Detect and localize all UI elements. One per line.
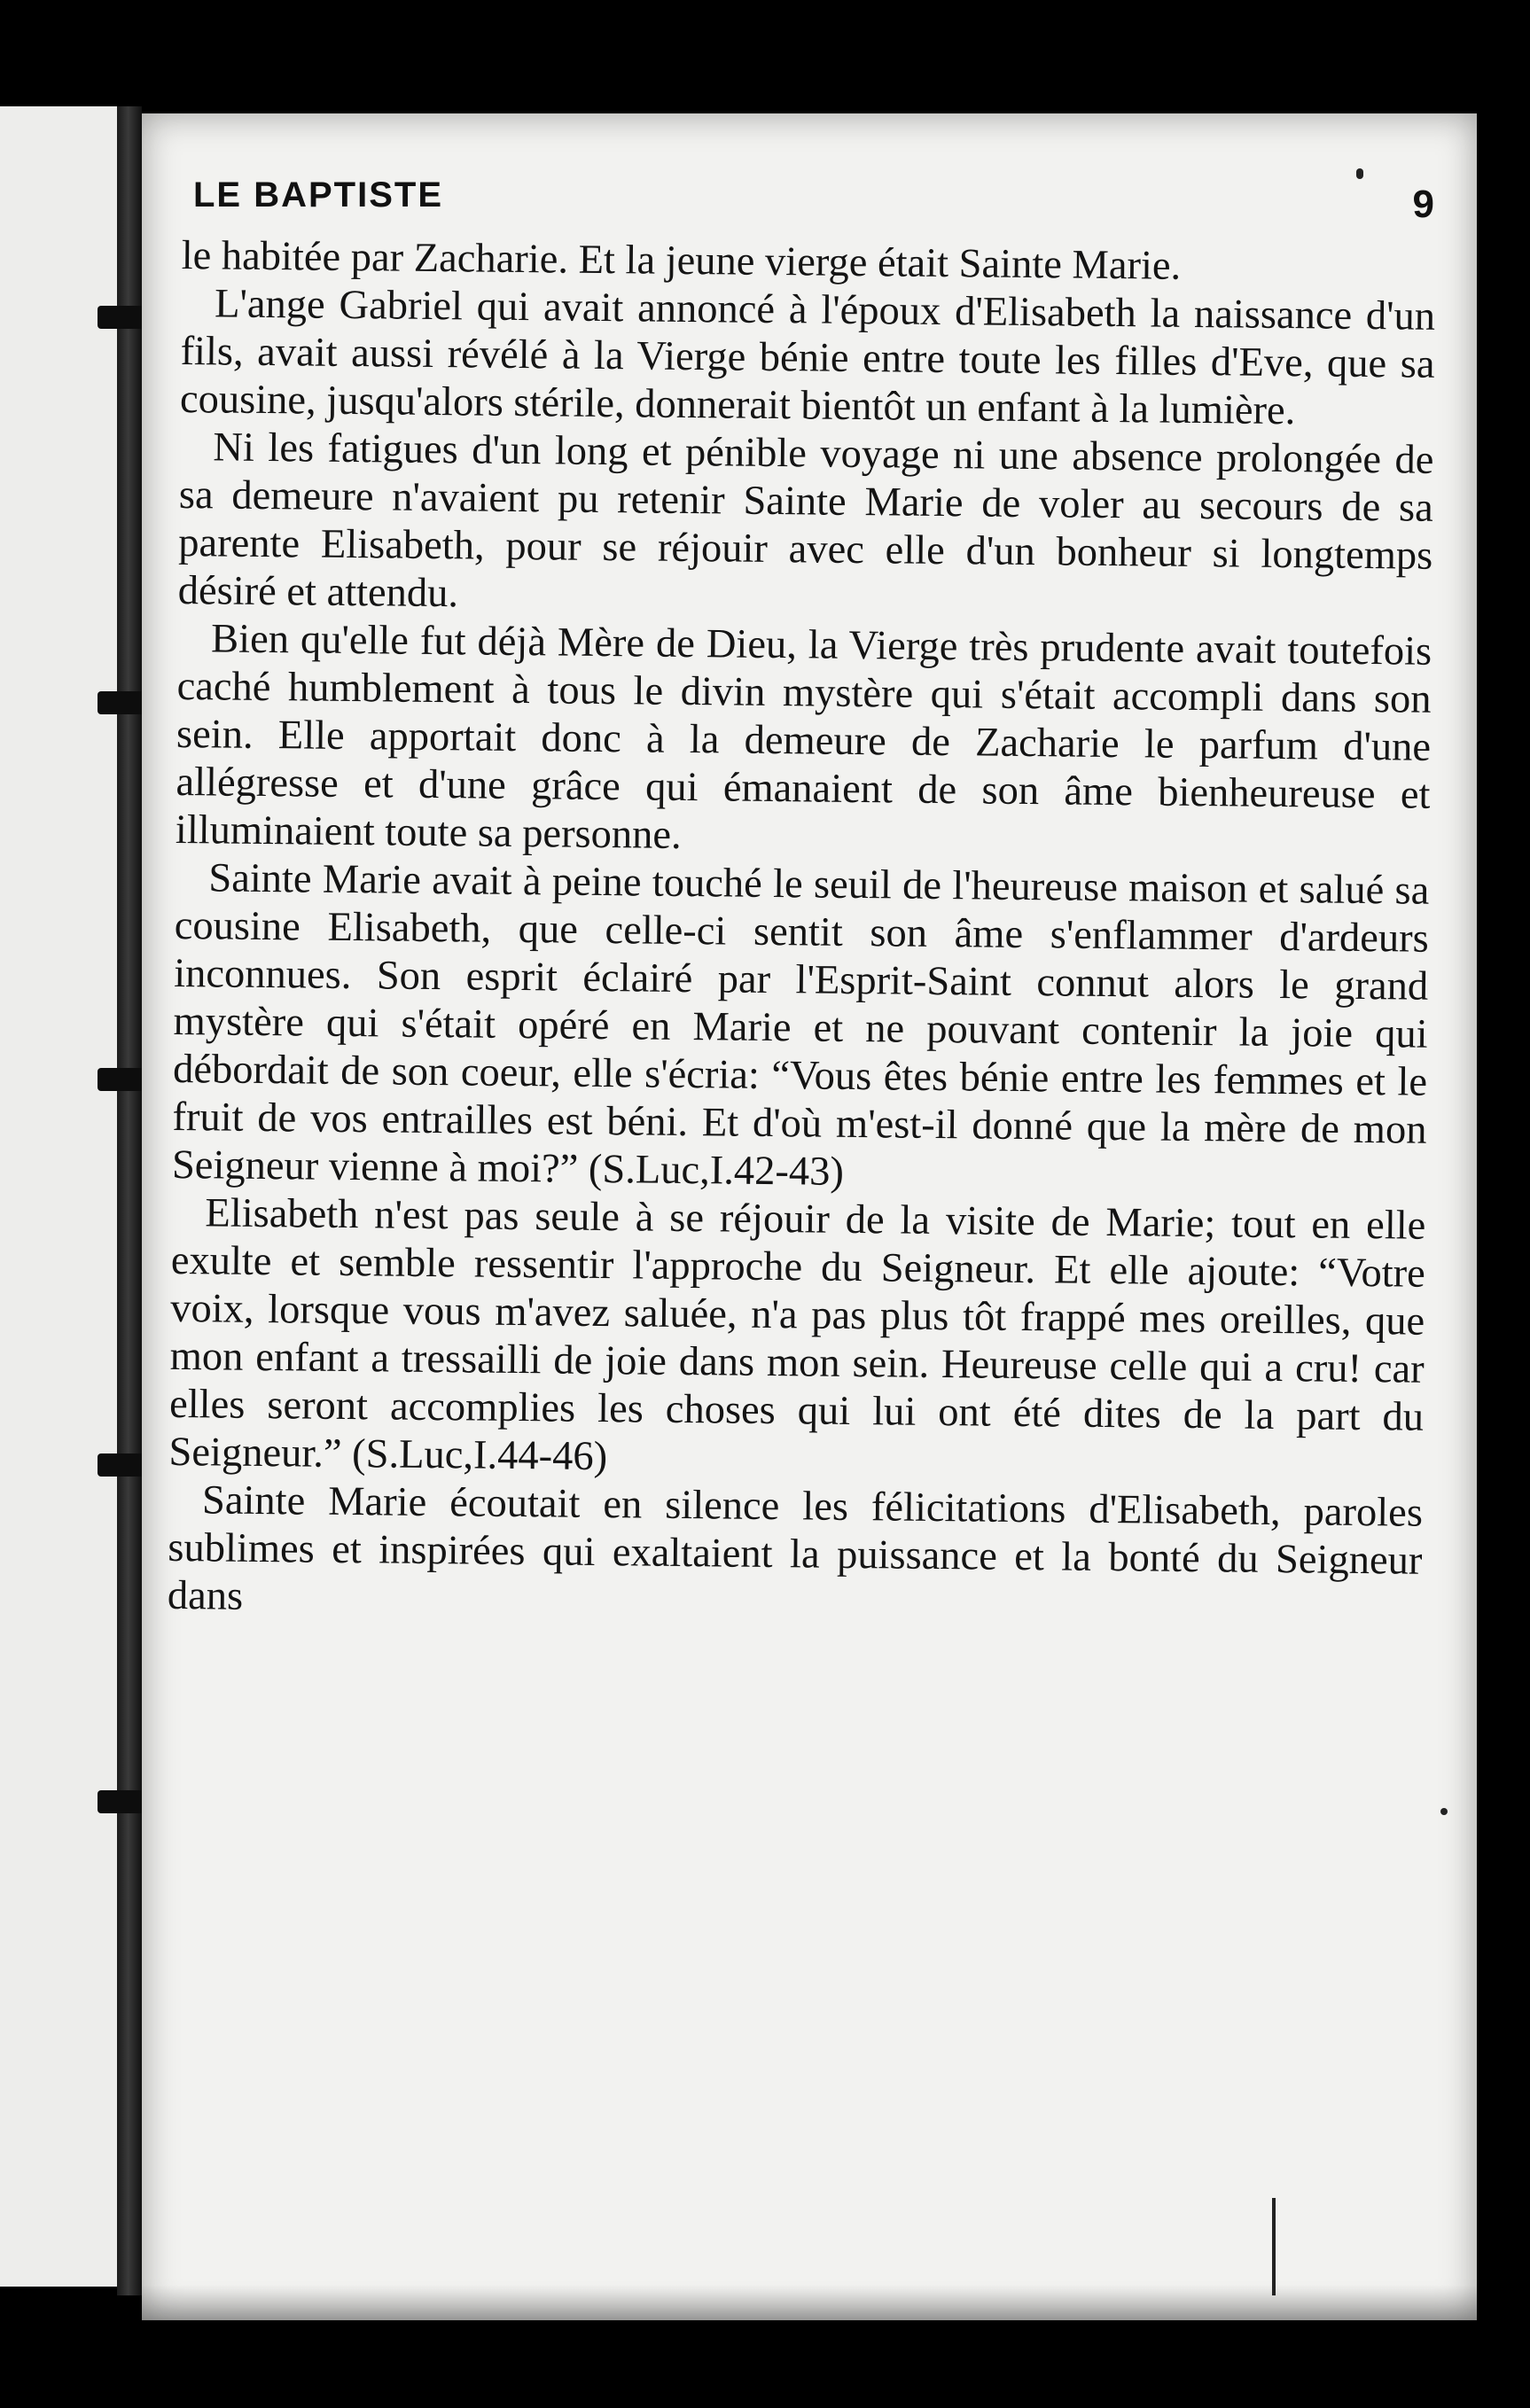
paragraph: Elisabeth n'est pas seule à se réjouir de la visite de Marie; tout en elle exulte et semble ressentir l'approche du Seigneur. Et elle ajoute: “Votre voix, lorsque vous m'avez saluée, n'a pas plus tôt frappé mes oreilles, que mon enfant a tressailli de joie dans mon sein. Heureuse celle qui a cru! car elles seront accomplies les choses qui lui ont été dites de la part du Seigneur.” (S.Luc,I.44-46) bbox=[168, 1190, 1426, 1480]
book-spine bbox=[117, 106, 142, 2295]
paragraph: le habitée par Zacharie. Et la jeune vierge était Sainte Marie. bbox=[181, 232, 1182, 289]
scan-speck bbox=[1356, 168, 1363, 179]
paragraph: Ni les fatigues d'un long et pénible voyage ni une absence prolongée de sa demeure n'avaient pu retenir Sainte Marie de voler au secours de sa parente Elisabeth, pour se réjouir avec elle d'un bonheur si longtemps désiré et attendu. bbox=[177, 425, 1434, 617]
paragraph: L'ange Gabriel qui avait annoncé à l'époux d'Elisabeth la naissance d'un fils, avait aussi révélé à la Vierge bénie entre toute les filles d'Eve, que sa cousine, jusqu'alors stérile, donnerait bientôt un enfant à la lumière. bbox=[179, 281, 1436, 434]
page-number: 9 bbox=[1412, 183, 1434, 226]
running-header bbox=[193, 175, 1434, 229]
paragraph: Bien qu'elle fut déjà Mère de Dieu, la Vierge très prudente avait toutefois caché humblement à tous le divin mystère qui s'était accompli dans son sein. Elle apportait donc à la demeure de Zacharie le parfum d'une allégresse et d'une grâce qui émanaient de son âme bienheureuse et illuminaient toute sa personne. bbox=[175, 616, 1432, 858]
scan-speck bbox=[1440, 1808, 1448, 1815]
running-title: LE BAPTISTE bbox=[193, 175, 444, 214]
scan-scratch bbox=[1272, 2198, 1276, 2295]
body-text bbox=[168, 232, 1436, 1633]
paragraph: Sainte Marie avait à peine touché le seuil de l'heureuse maison et salué sa cousine Elisabeth, que celle-ci sentit son âme s'enflammer d'ardeurs inconnues. Son esprit éclairé par l'Esprit-Saint connut alors le grand mystère qui s'était opéré en Marie et ne pouvant contenir la joie qui débordait de son coeur, elle s'écria: “Vous êtes bénie entre les femmes et le fruit de vos entrailles est béni. Et d'où m'est-il donné que la mère de mon Seigneur vienne à moi?” (S.Luc,I.42-43) bbox=[171, 855, 1430, 1195]
paragraph: Sainte Marie écoutait en silence les félicitations d'Elisabeth, paroles sublimes et inspirées qui exaltaient la puissance et la bonté du Seigneur dans bbox=[167, 1477, 1424, 1619]
facing-page-edge bbox=[0, 106, 127, 2287]
